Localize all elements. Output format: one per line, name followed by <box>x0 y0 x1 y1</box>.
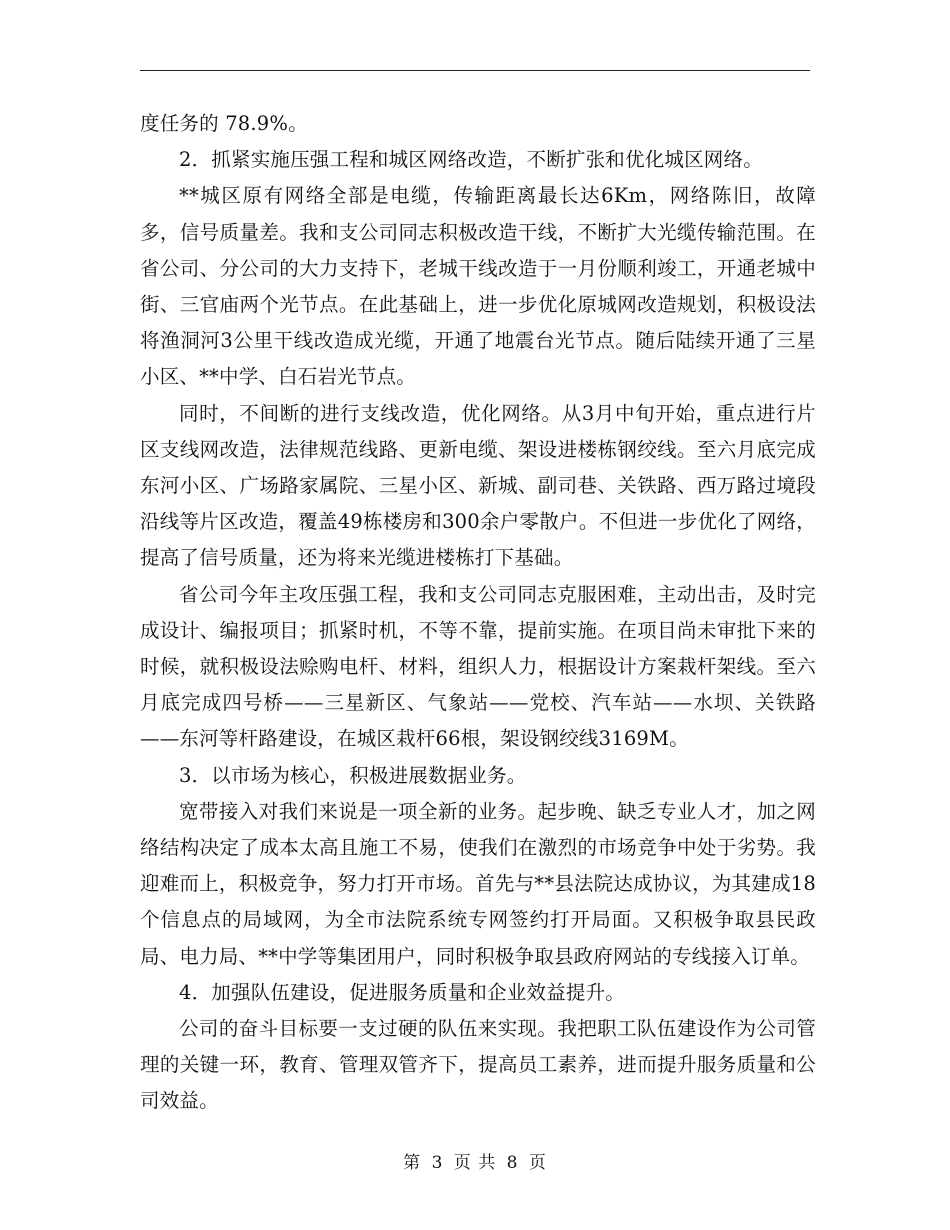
section-heading-3: 3．以市场为核心，积极进展数据业务。 <box>179 763 527 787</box>
footer-prefix: 第 <box>403 1153 422 1173</box>
footer-middle: 页 共 <box>453 1153 497 1173</box>
section-heading-2: 2．抓紧实施压强工程和城区网络改造，不断扩张和优化城区网络。 <box>179 148 763 172</box>
section-heading-4: 4．加强队伍建设，促进服务质量和企业效益提升。 <box>179 980 626 1004</box>
paragraph: 宽带接入对我们来说是一项全新的业务。起步晚、缺乏专业人才，加之网络结构决定了成本太高且施工不易，使我们在激烈的市场竞争中处于劣势。我迎难而上，积极竞争，努力打开市场。首先与**县法院达成协议，为其建成18个信息点的局域网，为全市法院系统专网签约打开局面。又积极争取县民政局、电力局、**中学等集团用户，同时积极争取县政府网站的专线接入订单。 <box>140 799 816 968</box>
footer-page-total: 8 <box>506 1153 519 1173</box>
paragraph: **城区原有网络全部是电缆，传输距离最长达6Km，网络陈旧，故障多，信号质量差。我和支公司同志积极改造干线，不断扩大光缆传输范围。在省公司、分公司的大力支持下，老城干线改造于一月份顺利竣工，开通老城中街、三官庙两个光节点。在此基础上，进一步优化原城网改造规划，积极设法将渔洞河3公里干线改造成光缆，开通了地震台光节点。随后陆续开通了三星小区、**中学、白石岩光节点。 <box>140 184 816 389</box>
paragraph: 省公司今年主攻压强工程，我和支公司同志克服困难，主动出击，及时完成设计、编报项目；抓紧时机，不等不靠，提前实施。在项目尚未审批下来的时候，就积极设法赊购电杆、材料，组织人力，根据设计方案栽杆架线。至六月底完成四号桥——三星新区、气象站——党校、汽车站——水坝、关铁路——东河等杆路建设，在城区栽杆66根，架设钢绞线3169M。 <box>140 582 816 751</box>
page-footer <box>0 1148 950 1173</box>
paragraph: 公司的奋斗目标要一支过硬的队伍来实现。我把职工队伍建设作为公司管理的关键一环，教育、管理双管齐下，提高员工素养，进而提升服务质量和公司效益。 <box>140 1017 816 1113</box>
paragraph-continuation: 度任务的 78.9%。 <box>140 112 308 135</box>
header-rule <box>140 70 810 71</box>
document-body <box>140 106 816 1120</box>
footer-page-current: 3 <box>431 1153 444 1173</box>
paragraph: 同时，不间断的进行支线改造，优化网络。从3月中旬开始，重点进行片区支线网改造，法律规范线路、更新电缆、架设进楼栋钢绞线。至六月底完成东河小区、广场路家属院、三星小区、新城、副司巷、关铁路、西万路过境段沿线等片区改造，覆盖49栋楼房和300余户零散户。不但进一步优化了网络，提高了信号质量，还为将来光缆进楼栋打下基础。 <box>140 401 816 570</box>
footer-suffix: 页 <box>528 1153 547 1173</box>
